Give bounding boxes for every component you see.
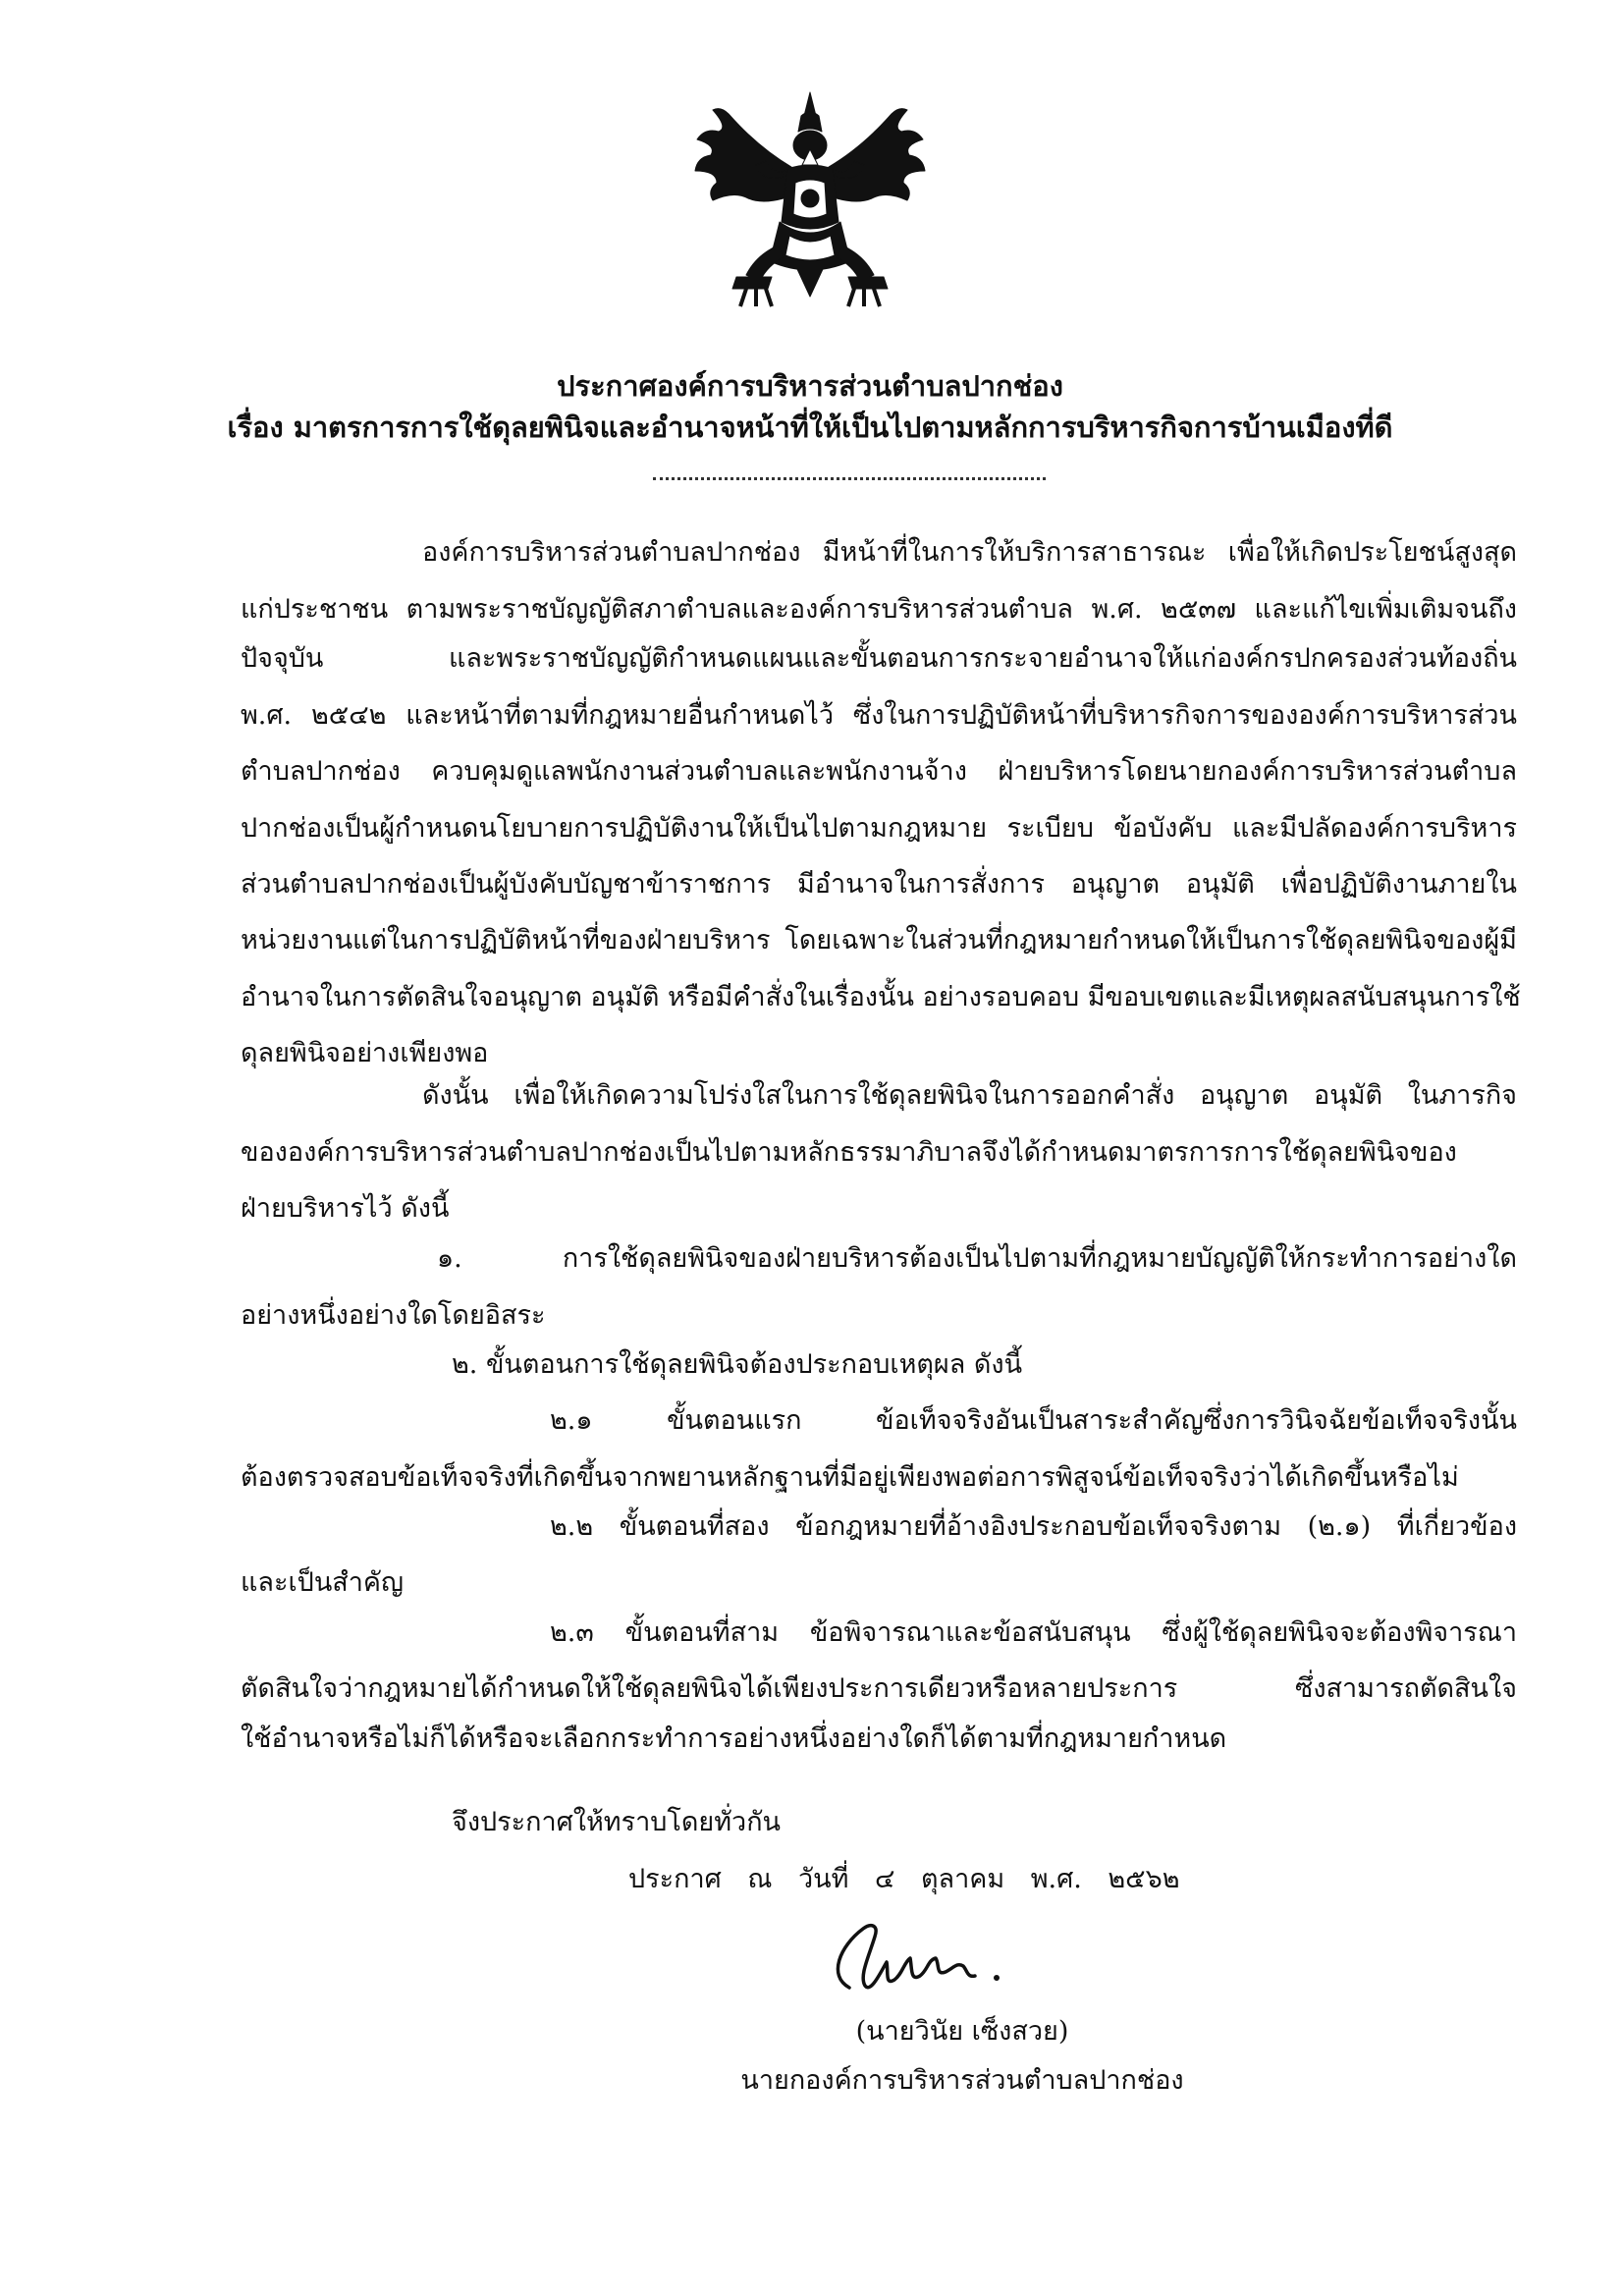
body-line: องค์การบริหารส่วนตำบลปากช่อง มีหน้าที่ในการให้บริการสาธารณะ เพื่อให้เกิดประโยชน์สูงสุด <box>422 537 1517 568</box>
body-line: ส่วนตำบลปากช่องเป็นผู้บังคับบัญชาข้าราชการ มีอำนาจในการสั่งการ อนุญาต อนุมัติ เพื่อปฏิบัติงานภายใน <box>241 869 1517 900</box>
body-line: และเป็นสำคัญ <box>241 1567 404 1598</box>
body-line: ดังนั้น เพื่อให้เกิดความโปร่งใสในการใช้ดุลยพินิจในการออกคำสั่ง อนุญาต อนุมัติ ในภารกิจ <box>422 1080 1517 1111</box>
clause-2-2: ๒.๒ ขั้นตอนที่สอง ข้อกฎหมายที่อ้างอิงประกอบข้อเท็จจริงตาม (๒.๑) ที่เกี่ยวข้อง <box>550 1511 1517 1542</box>
garuda-emblem-icon <box>677 88 943 314</box>
body-line: ตำบลปากช่อง ควบคุมดูแลพนักงานส่วนตำบลและพนักงานจ้าง ฝ่ายบริหารโดยนายกองค์การบริหารส่วนตำบล <box>241 756 1517 787</box>
clause-2-3: ๒.๓ ขั้นตอนที่สาม ข้อพิจารณาและข้อสนับสนุน ซึ่งผู้ใช้ดุลยพินิจจะต้องพิจารณา <box>550 1617 1517 1648</box>
clause-2: ๒. ขั้นตอนการใช้ดุลยพินิจต้องประกอบเหตุผล ดังนี้ <box>452 1349 1023 1380</box>
announcement-date: ประกาศ ณ วันที่ ๔ ตุลาคม พ.ศ. ๒๕๖๒ <box>628 1864 1180 1894</box>
dotted-divider <box>653 477 1046 480</box>
body-line: ปัจจุบัน และพระราชบัญญัติกำหนดแผนและขั้นตอนการกระจายอำนาจให้แก่องค์กรปกครองส่วนท้องถิ่น <box>241 643 1517 674</box>
announcement-title: ประกาศองค์การบริหารส่วนตำบลปากช่อง <box>557 369 1063 403</box>
body-line: ฝ่ายบริหารไว้ ดังนี้ <box>241 1193 450 1224</box>
body-line: พ.ศ. ๒๕๔๒ และหน้าที่ตามที่กฎหมายอื่นกำหนดไว้ ซึ่งในการปฏิบัติหน้าที่บริหารกิจการขององค์การบริหารส่วน <box>241 700 1517 731</box>
clause-2-1: ๒.๑ ขั้นตอนแรก ข้อเท็จจริงอันเป็นสาระสำคัญซึ่งการวินิจฉัยข้อเท็จจริงนั้น <box>550 1405 1517 1436</box>
signer-position: นายกองค์การบริหารส่วนตำบลปากช่อง <box>740 2065 1184 2096</box>
body-line: ตัดสินใจว่ากฎหมายได้กำหนดให้ใช้ดุลยพินิจได้เพียงประการเดียวหรือหลายประการ ซึ่งสามารถตัดสินใจ <box>241 1673 1517 1704</box>
body-line: อำนาจในการตัดสินใจอนุญาต อนุมัติ หรือมีคำสั่งในเรื่องนั้น อย่างรอบคอบ มีขอบเขตและมีเหตุผลสนับสนุนการใช้ <box>241 982 1521 1012</box>
closing-announce: จึงประกาศให้ทราบโดยทั่วกัน <box>452 1807 781 1837</box>
body-line: ใช้อำนาจหรือไม่ก็ได้หรือจะเลือกกระทำการอย่างหนึ่งอย่างใดก็ได้ตามที่กฎหมายกำหนด <box>241 1723 1227 1754</box>
handwritten-signature <box>820 1907 1016 2005</box>
body-line: หน่วยงานแต่ในการปฏิบัติหน้าที่ของฝ่ายบริหาร โดยเฉพาะในส่วนที่กฎหมายกำหนดให้เป็นการใช้ดุลยพินิจของผู้มี <box>241 925 1517 956</box>
signer-name: (นายวินัย เซ็งสวย) <box>855 2016 1069 2047</box>
body-line: อย่างหนึ่งอย่างใดโดยอิสระ <box>241 1300 546 1331</box>
body-line: แก่ประชาชน ตามพระราชบัญญัติสภาตำบลและองค์การบริหารส่วนตำบล พ.ศ. ๒๕๓๗ และแก้ไขเพิ่มเติมจนถึง <box>241 594 1517 625</box>
clause-1: ๑. การใช้ดุลยพินิจของฝ่ายบริหารต้องเป็นไปตามที่กฎหมายบัญญัติให้กระทำการอย่างใด <box>437 1243 1517 1274</box>
body-line: ดุลยพินิจอย่างเพียงพอ <box>241 1038 489 1068</box>
announcement-subject: เรื่อง มาตรการการใช้ดุลยพินิจและอำนาจหน้าที่ให้เป็นไปตามหลักการบริหารกิจการบ้านเมืองที่ดี <box>227 410 1393 444</box>
body-line: ขององค์การบริหารส่วนตำบลปากช่องเป็นไปตามหลักธรรมาภิบาลจึงได้กำหนดมาตรการการใช้ดุลยพินิจของ <box>241 1137 1457 1168</box>
body-line: ต้องตรวจสอบข้อเท็จจริงที่เกิดขึ้นจากพยานหลักฐานที่มีอยู่เพียงพอต่อการพิสูจน์ข้อเท็จจริงว่าได้เกิดขึ้นหรือไม่ <box>241 1462 1459 1493</box>
body-line: ปากช่องเป็นผู้กำหนดนโยบายการปฏิบัติงานให้เป็นไปตามกฎหมาย ระเบียบ ข้อบังคับ และมีปลัดองค์การบริหาร <box>241 813 1517 844</box>
